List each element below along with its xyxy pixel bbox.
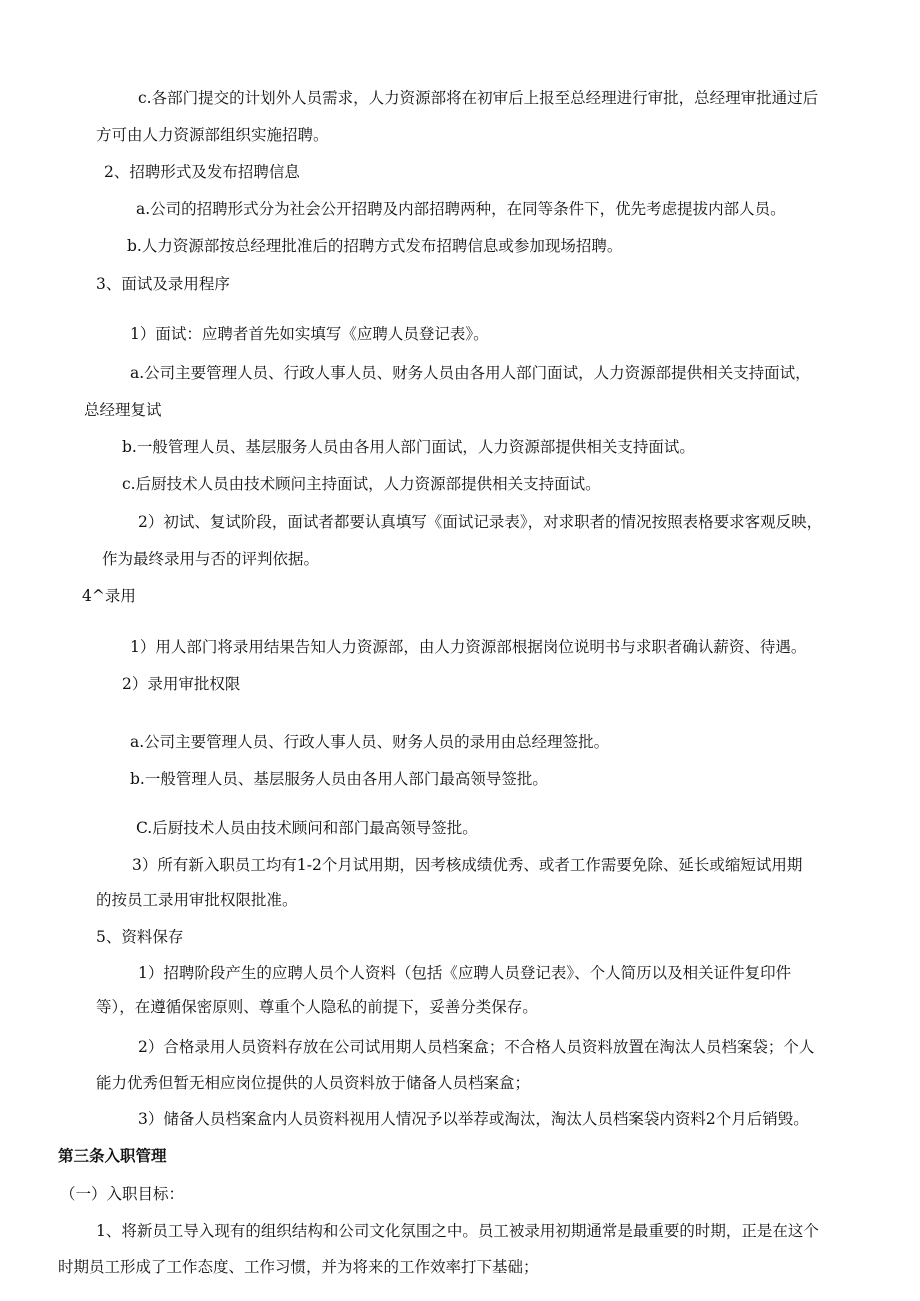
paragraph-line: a.公司的招聘形式分为社会公开招聘及内部招聘两种，在同等条件下，优先考虑提拔内部人员。: [136, 200, 786, 218]
paragraph-line: 2）初试、复试阶段，面试者都要认真填写《面试记录表》，对求职者的情况按照表格要求客观反映，: [138, 513, 823, 531]
paragraph-line: 3）储备人员档案盒内人员资料视用人情况予以举荐或淘汰，淘汰人员档案袋内资料2个月后销毁。: [138, 1110, 809, 1128]
paragraph-line: 2）录用审批权限: [122, 675, 241, 693]
section-heading: 2、招聘形式及发布招聘信息: [104, 163, 300, 181]
section-heading: 5、资料保存: [96, 928, 184, 946]
subsection-heading: （一）入职目标：: [60, 1185, 185, 1203]
paragraph-line: 1）招聘阶段产生的应聘人员个人资料（包括《应聘人员登记表》、个人简历以及相关证件复印件: [138, 964, 792, 982]
paragraph-line: b.一般管理人员、基层服务人员由各用人部门最高领导签批。: [130, 770, 548, 788]
paragraph-line: 1）面试：应聘者首先如实填写《应聘人员登记表》。: [130, 325, 489, 343]
paragraph-line: 的按员工录用审批权限批准。: [96, 891, 298, 909]
paragraph-line: 方可由人力资源部组织实施招聘。: [96, 126, 329, 144]
paragraph-line: c.各部门提交的计划外人员需求，人力资源部将在初审后上报至总经理进行审批，总经理审批通过后: [138, 89, 819, 107]
paragraph-line: 2）合格录用人员资料存放在公司试用期人员档案盒；不合格人员资料放置在淘汰人员档案袋；个人: [138, 1038, 815, 1056]
paragraph-line: b.一般管理人员、基层服务人员由各用人部门面试，人力资源部提供相关支持面试。: [122, 438, 695, 456]
paragraph-line: 1、将新员工导入现有的组织结构和公司文化氛围之中。员工被录用初期通常是最重要的时期，正是在这个: [96, 1222, 819, 1240]
section-heading: 4^录用: [82, 587, 136, 605]
section-heading: 3、面试及录用程序: [96, 275, 230, 293]
paragraph-line: b.人力资源部按总经理批准后的招聘方式发布招聘信息或参加现场招聘。: [127, 237, 623, 255]
paragraph-line: 作为最终录用与否的评判依据。: [102, 550, 320, 568]
paragraph-line: 时期员工形成了工作态度、工作习惯，并为将来的工作效率打下基础；: [58, 1258, 539, 1276]
paragraph-line: 1）用人部门将录用结果告知人力资源部，由人力资源部根据岗位说明书与求职者确认薪资、待遇。: [130, 638, 807, 656]
paragraph-line: a.公司主要管理人员、行政人事人员、财务人员由各用人部门面试，人力资源部提供相关支持面试，: [130, 364, 811, 382]
paragraph-line: 等），在遵循保密原则、尊重个人隐私的前提下，妥善分类保存。: [96, 998, 538, 1016]
paragraph-line: C.后厨技术人员由技术顾问和部门最高领导签批。: [136, 819, 478, 837]
article-heading: 第三条入职管理: [58, 1146, 167, 1165]
paragraph-line: 3）所有新入职员工均有1-2个月试用期，因考核成绩优秀、或者工作需要免除、延长或缩短试用期: [132, 856, 803, 874]
paragraph-line: c.后厨技术人员由技术顾问主持面试，人力资源部提供相关支持面试。: [122, 475, 601, 493]
paragraph-line: a.公司主要管理人员、行政人事人员、财务人员的录用由总经理签批。: [130, 733, 610, 751]
paragraph-line: 能力优秀但暂无相应岗位提供的人员资料放于储备人员档案盒；: [96, 1074, 531, 1092]
paragraph-line: 总经理复试: [84, 401, 162, 419]
